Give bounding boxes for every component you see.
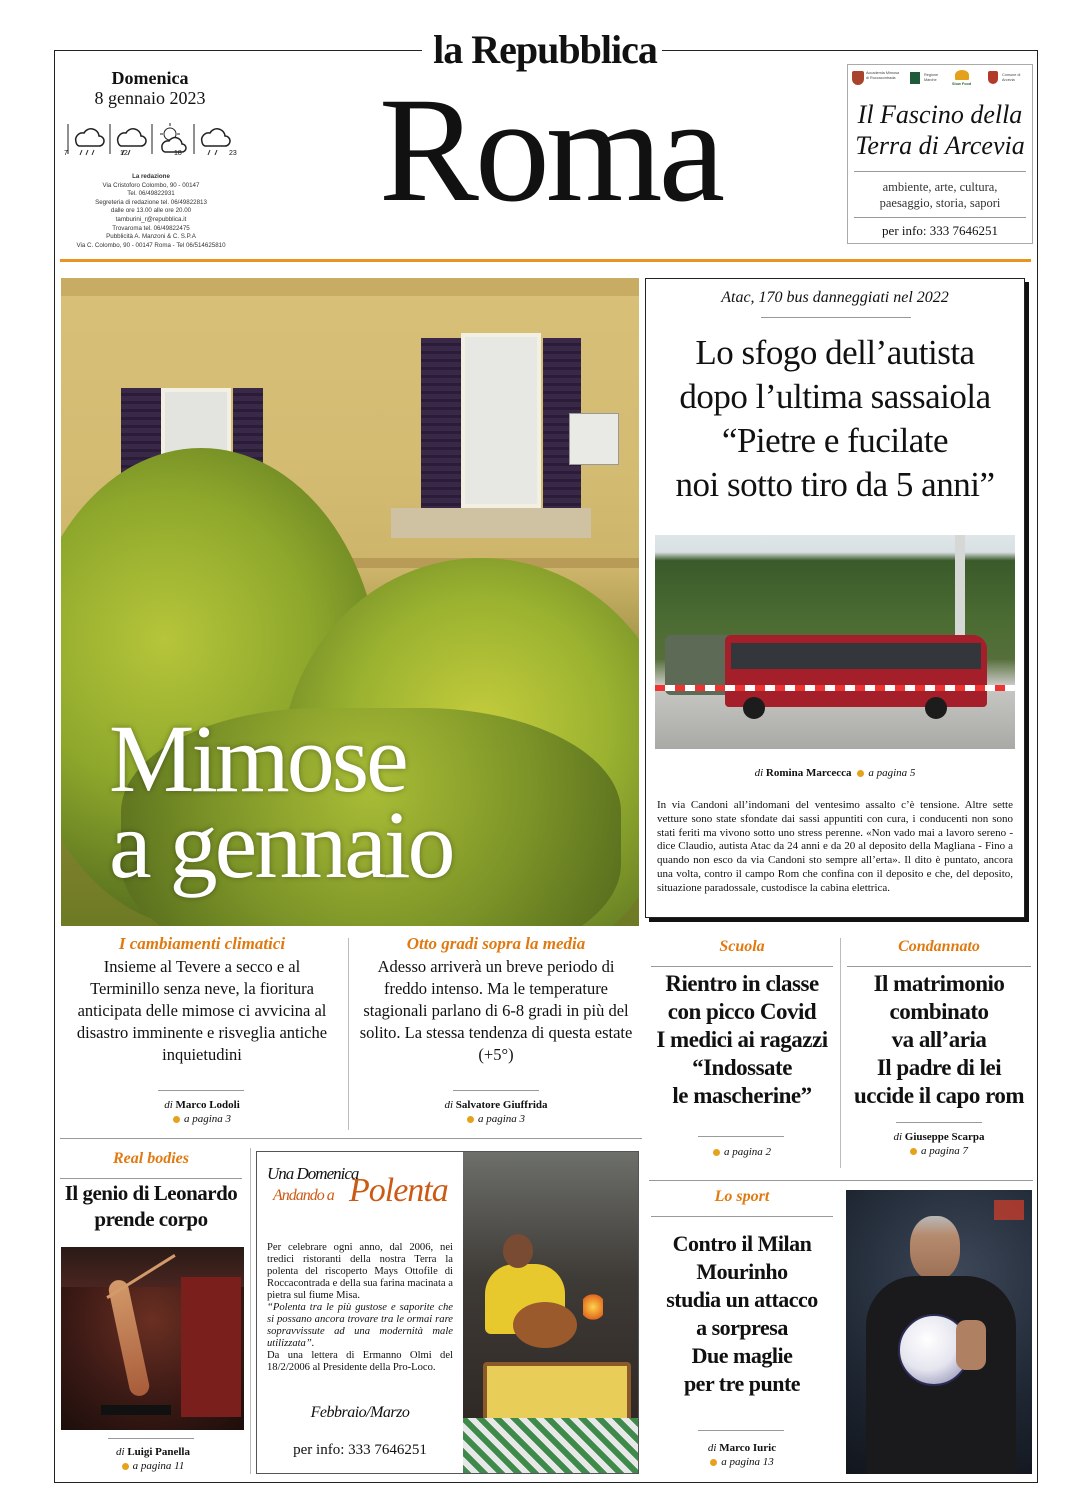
ad-polenta-contact: per info: 333 7646251: [293, 1442, 427, 1458]
ad-contact: per info: 333 7646251: [882, 223, 998, 238]
ad-polenta[interactable]: [256, 1151, 639, 1474]
page-link[interactable]: a pagina 3: [60, 1113, 344, 1125]
bullet-dot-icon: [122, 1463, 129, 1470]
main-photo-mimosa[interactable]: [61, 278, 639, 926]
scuola-headline: Rientro in classe con picco Covid I medici ai ragazzi “Indossate le mascherine”: [656, 971, 828, 1108]
kicker: Condannato: [898, 938, 980, 955]
atac-headline: Lo sfogo dell’autista dopo l’ultima sassaiola “Pietre e fucilate noi sotto tiro da 5 anni”: [675, 333, 995, 504]
leonardo-exhibit-photo[interactable]: [61, 1247, 244, 1430]
polenta-photo[interactable]: [463, 1152, 638, 1473]
kicker: Real bodies: [113, 1150, 189, 1167]
kicker: Otto gradi sopra la media: [406, 934, 586, 953]
ad-polenta-months: Febbraio/Marzo: [310, 1404, 410, 1421]
article-scuola[interactable]: [649, 938, 835, 1110]
article-real-bodies[interactable]: [58, 1150, 244, 1232]
article-atac-box[interactable]: [645, 278, 1025, 918]
byline: di Salvatore Giuffrida: [444, 1099, 548, 1111]
author[interactable]: Luigi Panella: [127, 1446, 190, 1458]
masthead: [0, 0, 1091, 265]
issue-day: Domenica: [111, 68, 189, 88]
redazione-title: La redazione: [132, 173, 170, 180]
weather-strip: 7 12 18 23: [64, 120, 244, 162]
slow-food-logo-icon: [955, 70, 969, 80]
bullet-dot-icon: [857, 770, 864, 777]
author[interactable]: Salvatore Giuffrida: [455, 1099, 548, 1111]
fireplace-fire: [583, 1292, 603, 1322]
author[interactable]: Marco Lodoli: [175, 1099, 240, 1111]
byline: di Marco Iuric: [707, 1442, 777, 1454]
kicker: Lo sport: [714, 1188, 770, 1205]
article-text: Adesso arriverà un breve periodo di freddo intenso. Ma le temperature stagionali parlano di 6-8 gradi in più del solito. La stessa tendenza di questa estate (+5°): [359, 957, 633, 1064]
article-temperatures[interactable]: [351, 934, 641, 1066]
page-link[interactable]: a pagina 11: [58, 1460, 248, 1472]
red-bus: [725, 635, 987, 707]
anatomical-figure: [107, 1278, 151, 1398]
ad-polenta-text: Per celebrare ogni anno, dal 2006, nei tredici ristoranti della nostra Terra la polenta del riscoperto Mays Ottofile di Roccacontrada e della sua farina macinata a pietra sul fiume Misa. “Polenta tra le più gustose e saporite che si possano ancora trovare tra le ormai rare sopravvissute ad una modernità male utilizzata”. Da una lettera di Ermanno Olmi del 18/2/2006 al Presidente della Pro-Loco.: [267, 1242, 453, 1373]
atac-body: In via Candoni all’indomani del ventesimo assalto c’è tensione. Altre sette vetture sono state sfondate dai sassi appuntiti con cura, i conducenti non sono stati feriti ma vivono sotto uno stress perenne. «Non vado mai a lavoro sereno - dice Claudio, autista Atac da 24 anni e da 20 al deposito della Magliana - Fino a quando non esco da via Candoni sto sempre all’erta». Il dito è puntato, ancora una volta, contro il campo Rom che confina con il deposito e che, del deposito, situazione paradossale, custodisce la cabina elettrica.: [657, 799, 1013, 894]
bullet-dot-icon: [173, 1116, 180, 1123]
byline: di Marco Lodoli: [164, 1099, 240, 1111]
article-climate[interactable]: [60, 934, 344, 1066]
author[interactable]: Marco Iuric: [719, 1442, 777, 1454]
masthead-divider: [60, 259, 1031, 262]
window-shutters-right: [421, 338, 461, 508]
bullet-dot-icon: [467, 1116, 474, 1123]
issue-date: 8 gennaio 2023: [94, 88, 206, 108]
rain-cloud-icon: [108, 120, 148, 164]
ad-title: Il Fascino della Terra di Arcevia: [855, 100, 1025, 160]
byline: di Romina Marcecca a pagina 5: [754, 767, 916, 779]
region-logo-icon: [910, 72, 920, 84]
copper-pot: [513, 1302, 577, 1348]
kicker: Scuola: [719, 938, 765, 955]
page-link[interactable]: a pagina 3: [351, 1113, 641, 1125]
coach-head: [910, 1216, 960, 1280]
comune-crest-icon: [988, 71, 998, 84]
kicker: Atac, 170 bus danneggiati nel 2022: [721, 289, 949, 306]
ad-polenta-title: Una Domenica Andando a Polenta: [267, 1164, 448, 1209]
author[interactable]: Giuseppe Scarpa: [904, 1131, 985, 1143]
ad-logos: Accademia Mimosa di Roccacontrada Regione Marche Slow Food Comune di Arcevia: [852, 69, 1028, 95]
page-link[interactable]: a pagina 7: [845, 1145, 1033, 1157]
bodies-headline: Il genio di Leonardo prende corpo: [64, 1181, 238, 1231]
sport-headline: Contro il Milan Mourinho studia un attacco a sorpresa Due maglie per tre punte: [666, 1231, 818, 1396]
article-condannato[interactable]: [845, 938, 1033, 1110]
air-conditioner: [569, 413, 619, 465]
page-link[interactable]: a pagina 2: [649, 1146, 835, 1158]
sun-cloud-icon: [150, 120, 190, 164]
article-sport[interactable]: [649, 1188, 835, 1398]
main-photo-headline: Mimose a gennaio: [109, 705, 453, 898]
crest-icon: [852, 71, 864, 85]
polenta-board: [483, 1362, 631, 1426]
bullet-dot-icon: [713, 1149, 720, 1156]
kicker: I cambiamenti climatici: [118, 934, 286, 953]
bus-photo[interactable]: [655, 535, 1015, 749]
byline: di Luigi Panella: [116, 1446, 190, 1458]
brand-name[interactable]: la Repubblica: [433, 27, 657, 72]
bullet-dot-icon: [710, 1459, 717, 1466]
article-text: Insieme al Tevere a secco e al Terminillo senza neve, la fioritura anticipata delle mimose ci avvicina al disastro imminente e risveglia antiche inquietudini: [76, 957, 328, 1064]
edition-title: Roma: [378, 67, 722, 233]
ad-arcevia[interactable]: [847, 64, 1033, 244]
mourinho-photo[interactable]: [846, 1190, 1032, 1474]
bullet-dot-icon: [910, 1148, 917, 1155]
byline: di Giuseppe Scarpa: [893, 1131, 985, 1143]
rain-cloud-icon: [66, 120, 106, 164]
page-link[interactable]: a pagina 13: [649, 1456, 835, 1468]
condannato-headline: Il matrimonio combinato va all’aria Il padre di lei uccide il capo rom: [853, 971, 1025, 1108]
rain-cloud-icon: [192, 120, 232, 164]
author[interactable]: Romina Marcecca: [765, 767, 852, 779]
redazione-block: La redazione Via Cristoforo Colombo, 90 - 00147 Tel. 06/49822931 Segreteria di redazione tel. 06/49822813 dalle ore 13.00 alle ore 20.00 tamburini_r@repubblica.it Trovaroma tel. 06/49822475 Pubblicità A. Manzoni & C. S.P.A Via C. Colombo, 90 - 00147 Roma - Tel 06/514625810: [60, 173, 242, 250]
ad-subtitle: ambiente, arte, cultura, paesaggio, storia, sapori: [879, 180, 1001, 210]
